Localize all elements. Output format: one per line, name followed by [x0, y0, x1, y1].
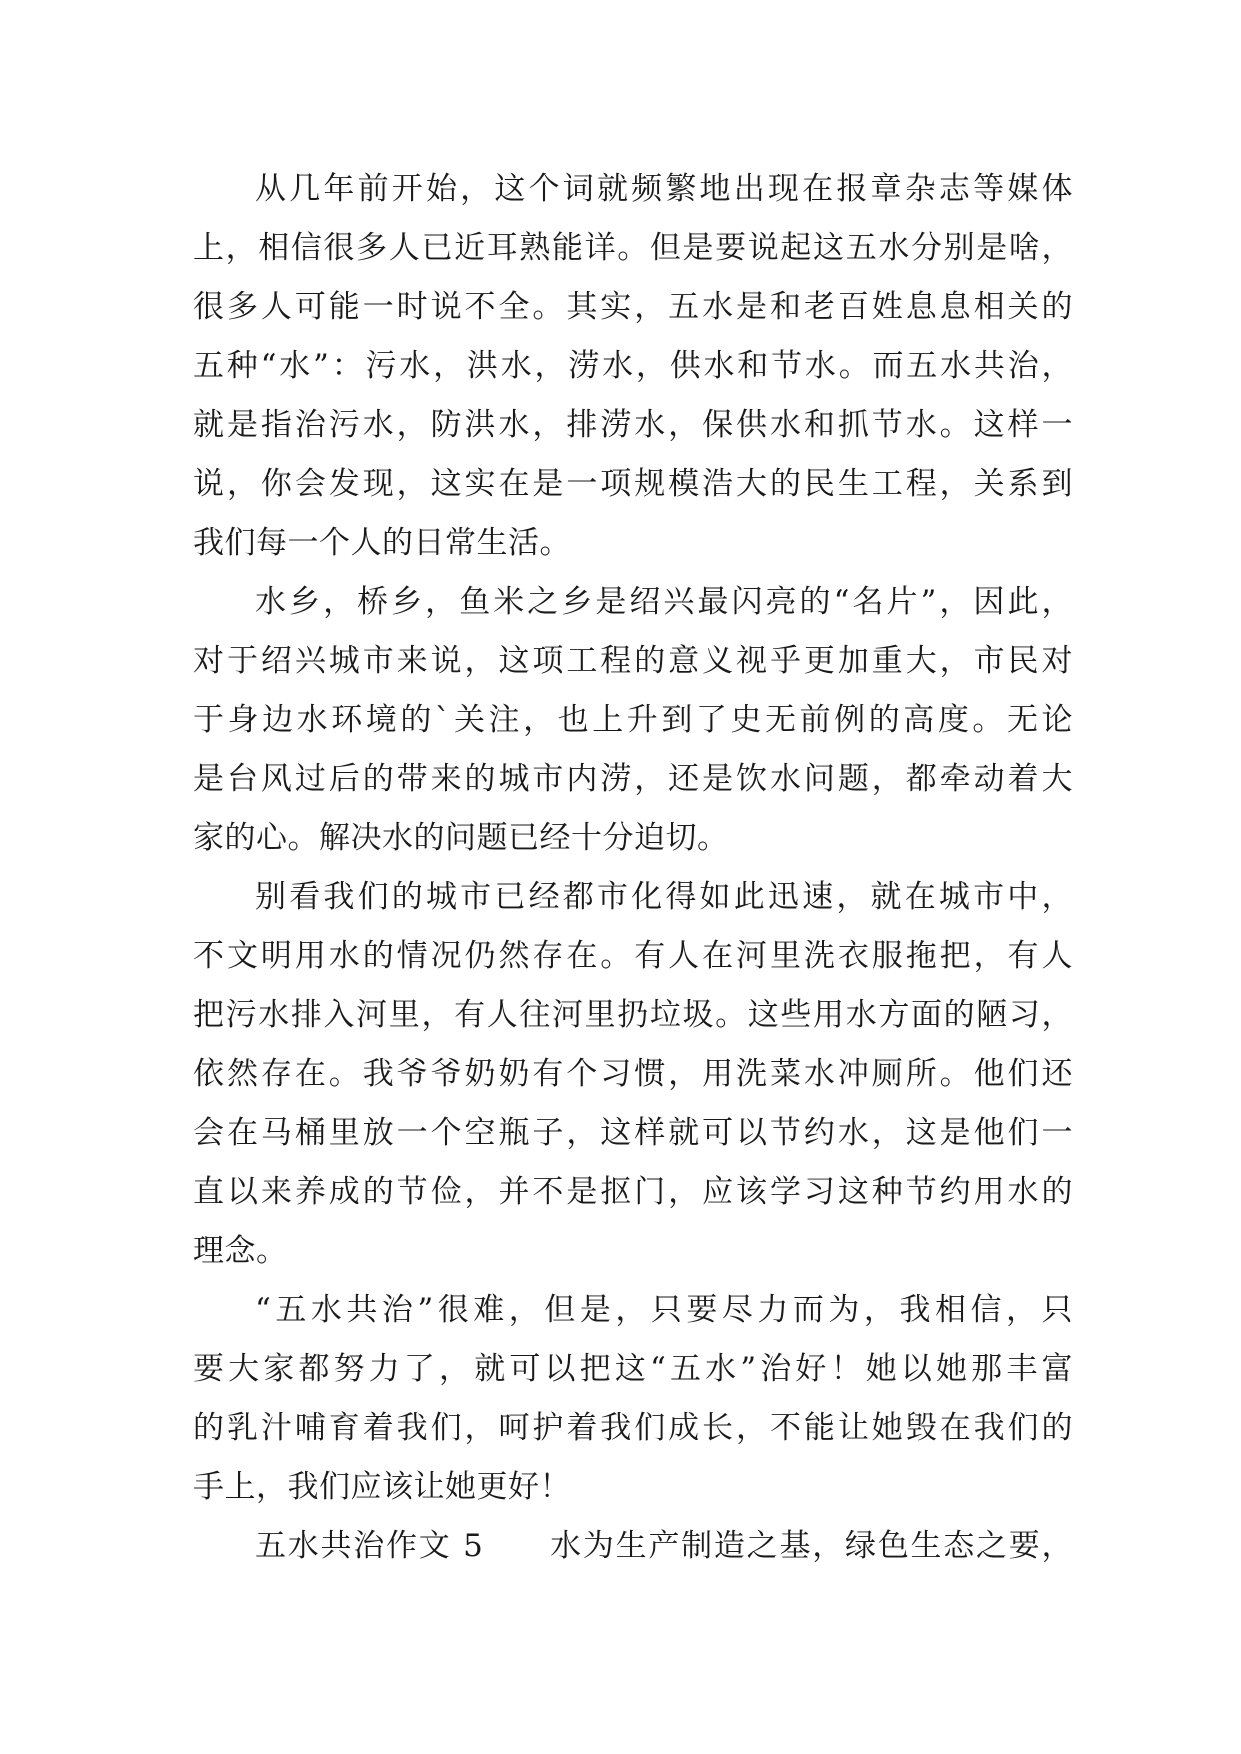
text-line: 从几年前开始，这个词就频繁地出现在报章杂志等媒体: [255, 171, 1073, 207]
text-line: 五水共治作文 5 水为生产制造之基，绿色生态之要，: [255, 1528, 1073, 1564]
text-line: 很多人可能一时说不全。其实，五水是和老百姓息息相关的: [193, 289, 1073, 325]
document-body: [193, 160, 1073, 1576]
text-line: 水乡，桥乡，鱼米之乡是绍兴最闪亮的“名片”，因此，: [255, 584, 1073, 620]
text-line: 家的心。解决水的问题已经十分迫切。: [193, 820, 729, 856]
text-line: 就是指治污水，防洪水，排涝水，保供水和抓节水。这样一: [193, 407, 1073, 443]
text-line: 依然存在。我爷爷奶奶有个习惯，用洗菜水冲厕所。他们还: [193, 1056, 1073, 1092]
text-line: 的乳汁哺育着我们，呵护着我们成长，不能让她毁在我们的: [193, 1410, 1073, 1446]
text-line: 说，你会发现，这实在是一项规模浩大的民生工程，关系到: [193, 466, 1073, 502]
text-line: 会在马桶里放一个空瓶子，这样就可以节约水，这是他们一: [193, 1115, 1073, 1151]
text-line: 于身边水环境的`关注，也上升到了史无前例的高度。无论: [193, 702, 1073, 738]
text-line: 五种“水”：污水，洪水，涝水，供水和节水。而五水共治，: [193, 348, 1073, 384]
text-line: “五水共治”很难，但是，只要尽力而为，我相信，只: [255, 1292, 1073, 1328]
text-line: 手上，我们应该让她更好！: [193, 1469, 571, 1505]
text-line: 是台风过后的带来的城市内涝，还是饮水问题，都牵动着大: [193, 761, 1073, 797]
text-line: 理念。: [193, 1233, 288, 1269]
text-line: 对于绍兴城市来说，这项工程的意义视乎更加重大，市民对: [193, 643, 1073, 679]
text-line: 我们每一个人的日常生活。: [193, 525, 571, 561]
text-line: 要大家都努力了，就可以把这“五水”治好！她以她那丰富: [193, 1351, 1073, 1387]
text-line: 把污水排入河里，有人往河里扔垃圾。这些用水方面的陋习，: [193, 997, 1073, 1033]
text-line: 直以来养成的节俭，并不是抠门，应该学习这种节约用水的: [193, 1174, 1073, 1210]
text-line: 上，相信很多人已近耳熟能详。但是要说起这五水分别是啥，: [193, 230, 1073, 266]
text-line: 不文明用水的情况仍然存在。有人在河里洗衣服拖把，有人: [193, 938, 1073, 974]
text-line: 别看我们的城市已经都市化得如此迅速，就在城市中，: [255, 879, 1073, 915]
